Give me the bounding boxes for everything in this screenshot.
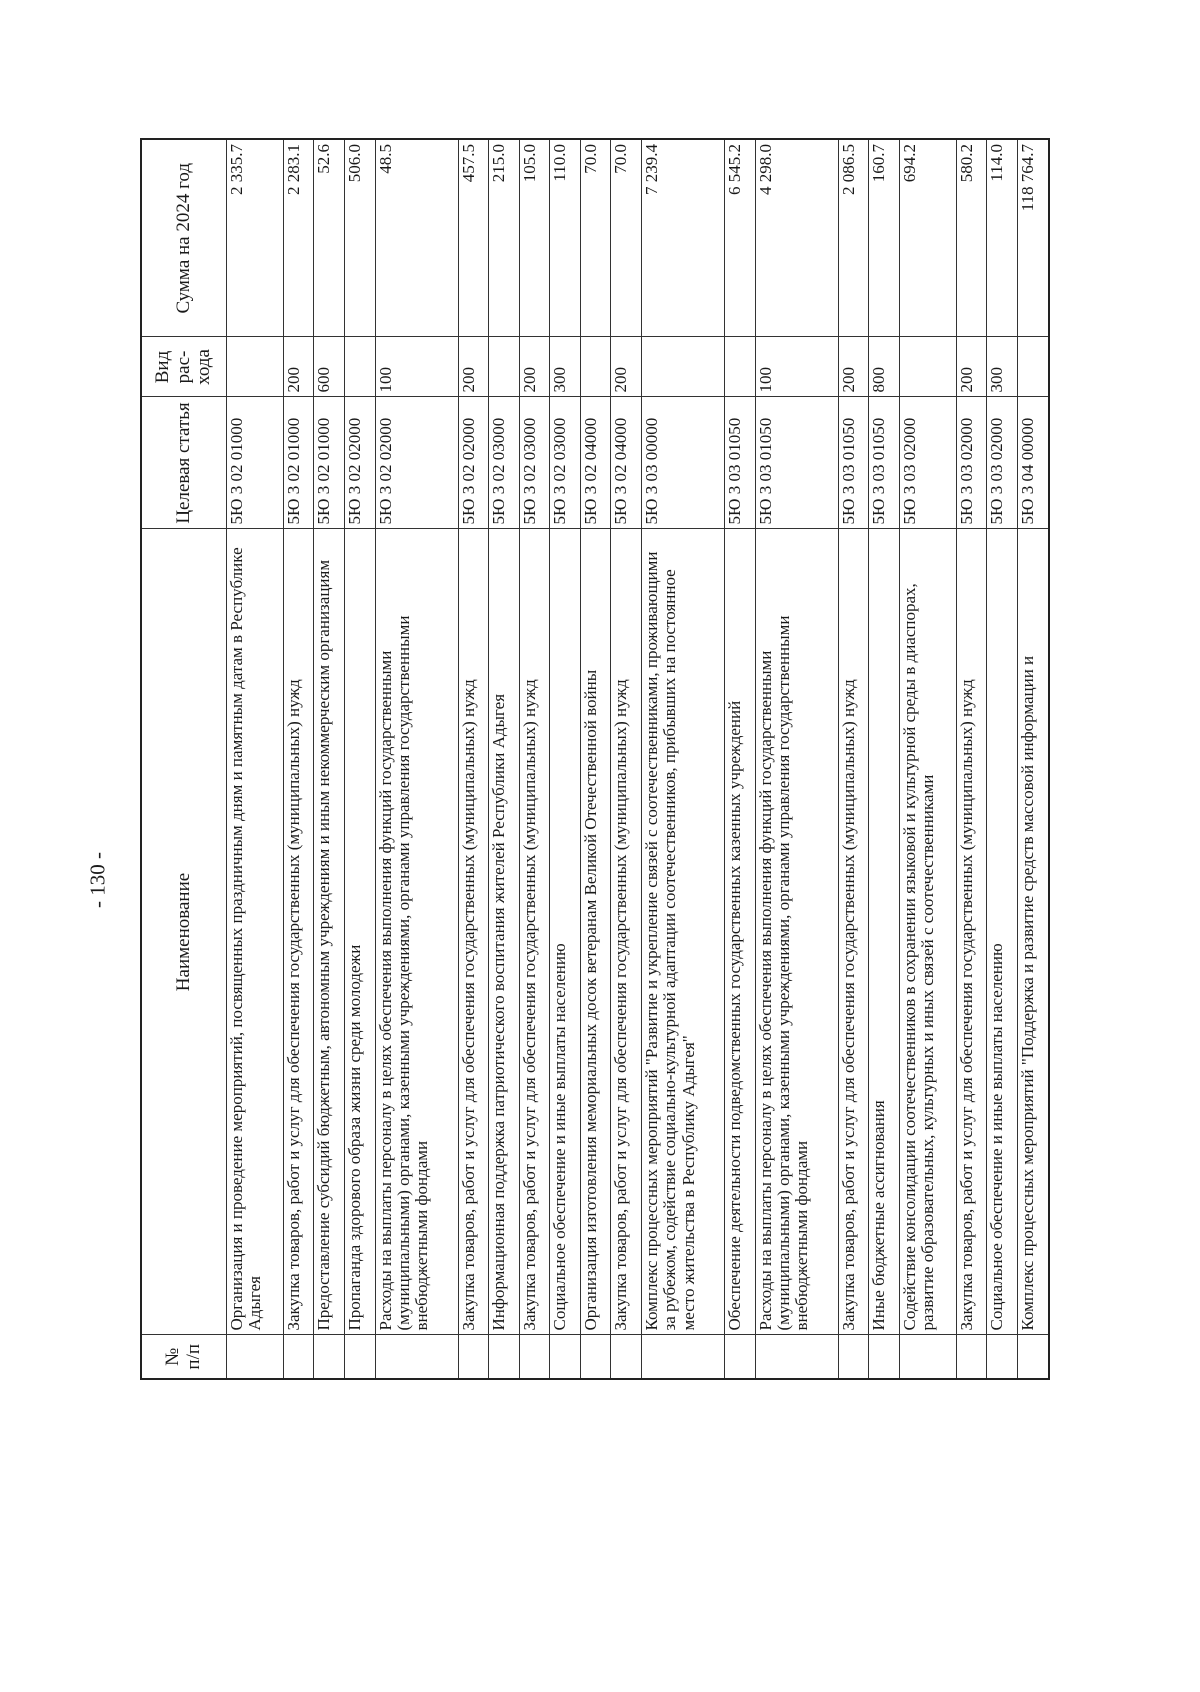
cell-num — [611, 1335, 642, 1379]
cell-sum: 118 764.7 — [1017, 139, 1049, 337]
cell-sum: 105.0 — [519, 139, 550, 337]
table-row — [956, 139, 987, 1379]
cell-num — [899, 1335, 956, 1379]
cell-kind: 200 — [611, 337, 642, 397]
cell-article: 5Ю 3 03 00000 — [642, 397, 725, 529]
cell-sum: 457.5 — [458, 139, 489, 337]
cell-article: 5Ю 3 04 00000 — [1017, 397, 1049, 529]
header-sum: Сумма на 2024 год — [141, 139, 227, 337]
table-row — [344, 139, 375, 1379]
cell-kind: 100 — [375, 337, 458, 397]
cell-name: Организация и проведение мероприятий, посвященных праздничным дням и памятным датам в Республике Адыгея — [227, 529, 284, 1335]
cell-article: 5Ю 3 02 04000 — [580, 397, 611, 529]
cell-kind — [227, 337, 284, 397]
cell-kind — [642, 337, 725, 397]
header-name: Наименование — [141, 529, 227, 1335]
cell-kind — [489, 337, 520, 397]
cell-num — [580, 1335, 611, 1379]
table-row — [755, 139, 838, 1379]
cell-name: Расходы на выплаты персоналу в целях обеспечения выполнения функций государственными (муниципальными) органами, казенными учреждениями, органами управления государственными внебюджетными фондами — [375, 529, 458, 1335]
cell-name: Иные бюджетные ассигнования — [869, 529, 900, 1335]
cell-sum: 2 335.7 — [227, 139, 284, 337]
cell-kind: 800 — [869, 337, 900, 397]
page-number: - 130 - — [85, 852, 110, 908]
cell-name: Предоставление субсидий бюджетным, автономным учреждениям и иным некоммерческим организациям — [314, 529, 345, 1335]
cell-name: Закупка товаров, работ и услуг для обеспечения государственных (муниципальных) нужд — [458, 529, 489, 1335]
cell-kind: 300 — [550, 337, 581, 397]
cell-article: 5Ю 3 03 02000 — [956, 397, 987, 529]
header-article: Целевая статья — [141, 397, 227, 529]
cell-sum: 70.0 — [580, 139, 611, 337]
table-row — [869, 139, 900, 1379]
cell-kind — [1017, 337, 1049, 397]
cell-num — [227, 1335, 284, 1379]
table-body — [227, 139, 1050, 1379]
cell-name: Комплекс процессных мероприятий "Поддержка и развитие средств массовой информации и — [1017, 529, 1049, 1335]
table-row — [580, 139, 611, 1379]
cell-num — [458, 1335, 489, 1379]
cell-num — [755, 1335, 838, 1379]
cell-article: 5Ю 3 02 01000 — [283, 397, 314, 529]
cell-article: 5Ю 3 02 03000 — [489, 397, 520, 529]
cell-article: 5Ю 3 03 01050 — [838, 397, 869, 529]
cell-article: 5Ю 3 03 02000 — [899, 397, 956, 529]
cell-name: Социальное обеспечение и иные выплаты населению — [550, 529, 581, 1335]
cell-num — [838, 1335, 869, 1379]
cell-article: 5Ю 3 03 01050 — [869, 397, 900, 529]
cell-sum: 4 298.0 — [755, 139, 838, 337]
cell-num — [489, 1335, 520, 1379]
cell-sum: 6 545.2 — [725, 139, 756, 337]
table-row — [611, 139, 642, 1379]
table-header-row — [141, 139, 227, 1379]
cell-sum: 114.0 — [987, 139, 1018, 337]
table-row — [899, 139, 956, 1379]
cell-kind: 200 — [956, 337, 987, 397]
table-row — [519, 139, 550, 1379]
cell-sum: 160.7 — [869, 139, 900, 337]
table-row — [1017, 139, 1049, 1379]
cell-num — [725, 1335, 756, 1379]
cell-kind: 300 — [987, 337, 1018, 397]
cell-kind — [899, 337, 956, 397]
cell-name: Закупка товаров, работ и услуг для обеспечения государственных (муниципальных) нужд — [519, 529, 550, 1335]
cell-sum: 580.2 — [956, 139, 987, 337]
cell-article: 5Ю 3 03 02000 — [987, 397, 1018, 529]
cell-sum: 52.6 — [314, 139, 345, 337]
cell-name: Расходы на выплаты персоналу в целях обеспечения выполнения функций государственными (муниципальными) органами, казенными учреждениями, органами управления государственными внебюджетными фондами — [755, 529, 838, 1335]
cell-sum: 110.0 — [550, 139, 581, 337]
cell-kind — [580, 337, 611, 397]
cell-article: 5Ю 3 02 01000 — [314, 397, 345, 529]
cell-article: 5Ю 3 03 01050 — [755, 397, 838, 529]
cell-sum: 2 086.5 — [838, 139, 869, 337]
cell-article: 5Ю 3 02 01000 — [227, 397, 284, 529]
cell-article: 5Ю 3 02 02000 — [375, 397, 458, 529]
cell-name: Организация изготовления мемориальных досок ветеранам Великой Отечественной войны — [580, 529, 611, 1335]
table-row — [642, 139, 725, 1379]
cell-article: 5Ю 3 02 04000 — [611, 397, 642, 529]
table-row — [458, 139, 489, 1379]
cell-kind — [725, 337, 756, 397]
cell-num — [314, 1335, 345, 1379]
cell-article: 5Ю 3 02 02000 — [344, 397, 375, 529]
cell-sum: 506.0 — [344, 139, 375, 337]
table-row — [283, 139, 314, 1379]
table-row — [725, 139, 756, 1379]
cell-name: Пропаганда здорового образа жизни среди молодежи — [344, 529, 375, 1335]
cell-name: Закупка товаров, работ и услуг для обеспечения государственных (муниципальных) нужд — [283, 529, 314, 1335]
cell-num — [956, 1335, 987, 1379]
cell-sum: 7 239.4 — [642, 139, 725, 337]
cell-sum: 694.2 — [899, 139, 956, 337]
cell-name: Закупка товаров, работ и услуг для обеспечения государственных (муниципальных) нужд — [956, 529, 987, 1335]
cell-num — [987, 1335, 1018, 1379]
cell-kind: 200 — [519, 337, 550, 397]
header-kind: Вид рас-хода — [141, 337, 227, 397]
cell-kind: 200 — [838, 337, 869, 397]
table-row — [987, 139, 1018, 1379]
cell-sum: 70.0 — [611, 139, 642, 337]
cell-kind: 200 — [458, 337, 489, 397]
cell-num — [550, 1335, 581, 1379]
cell-kind: 600 — [314, 337, 345, 397]
cell-sum: 215.0 — [489, 139, 520, 337]
cell-num — [642, 1335, 725, 1379]
table-row — [838, 139, 869, 1379]
table-row — [314, 139, 345, 1379]
budget-table — [140, 138, 1050, 1380]
header-num: № п/п — [141, 1335, 227, 1379]
cell-kind: 100 — [755, 337, 838, 397]
cell-sum: 48.5 — [375, 139, 458, 337]
cell-num — [375, 1335, 458, 1379]
cell-name: Содействие консолидации соотечественников в сохранении языковой и культурной среды в диаспорах, развитие образовательных, культурных и иных связей с соотечественниками — [899, 529, 956, 1335]
cell-num — [869, 1335, 900, 1379]
cell-num — [283, 1335, 314, 1379]
cell-name: Комплекс процессных мероприятий "Развитие и укрепление связей с соотечественниками, проживающими за рубежом, содействие социально-культурной адаптации соотечественников, прибывших на постоянное место жительства в Республику Адыгея" — [642, 529, 725, 1335]
rotated-table-container — [140, 140, 1050, 1380]
cell-name: Социальное обеспечение и иные выплаты населению — [987, 529, 1018, 1335]
table-row — [375, 139, 458, 1379]
table-row — [227, 139, 284, 1379]
cell-kind — [344, 337, 375, 397]
cell-name: Закупка товаров, работ и услуг для обеспечения государственных (муниципальных) нужд — [611, 529, 642, 1335]
cell-name: Обеспечение деятельности подведомственных государственных казенных учреждений — [725, 529, 756, 1335]
cell-name: Информационная поддержка патриотического воспитания жителей Республики Адыгея — [489, 529, 520, 1335]
cell-article: 5Ю 3 02 02000 — [458, 397, 489, 529]
cell-num — [519, 1335, 550, 1379]
cell-article: 5Ю 3 03 01050 — [725, 397, 756, 529]
cell-num — [1017, 1335, 1049, 1379]
cell-article: 5Ю 3 02 03000 — [550, 397, 581, 529]
table-row — [489, 139, 520, 1379]
table-row — [550, 139, 581, 1379]
cell-name: Закупка товаров, работ и услуг для обеспечения государственных (муниципальных) нужд — [838, 529, 869, 1335]
cell-sum: 2 283.1 — [283, 139, 314, 337]
cell-kind: 200 — [283, 337, 314, 397]
cell-num — [344, 1335, 375, 1379]
cell-article: 5Ю 3 02 03000 — [519, 397, 550, 529]
